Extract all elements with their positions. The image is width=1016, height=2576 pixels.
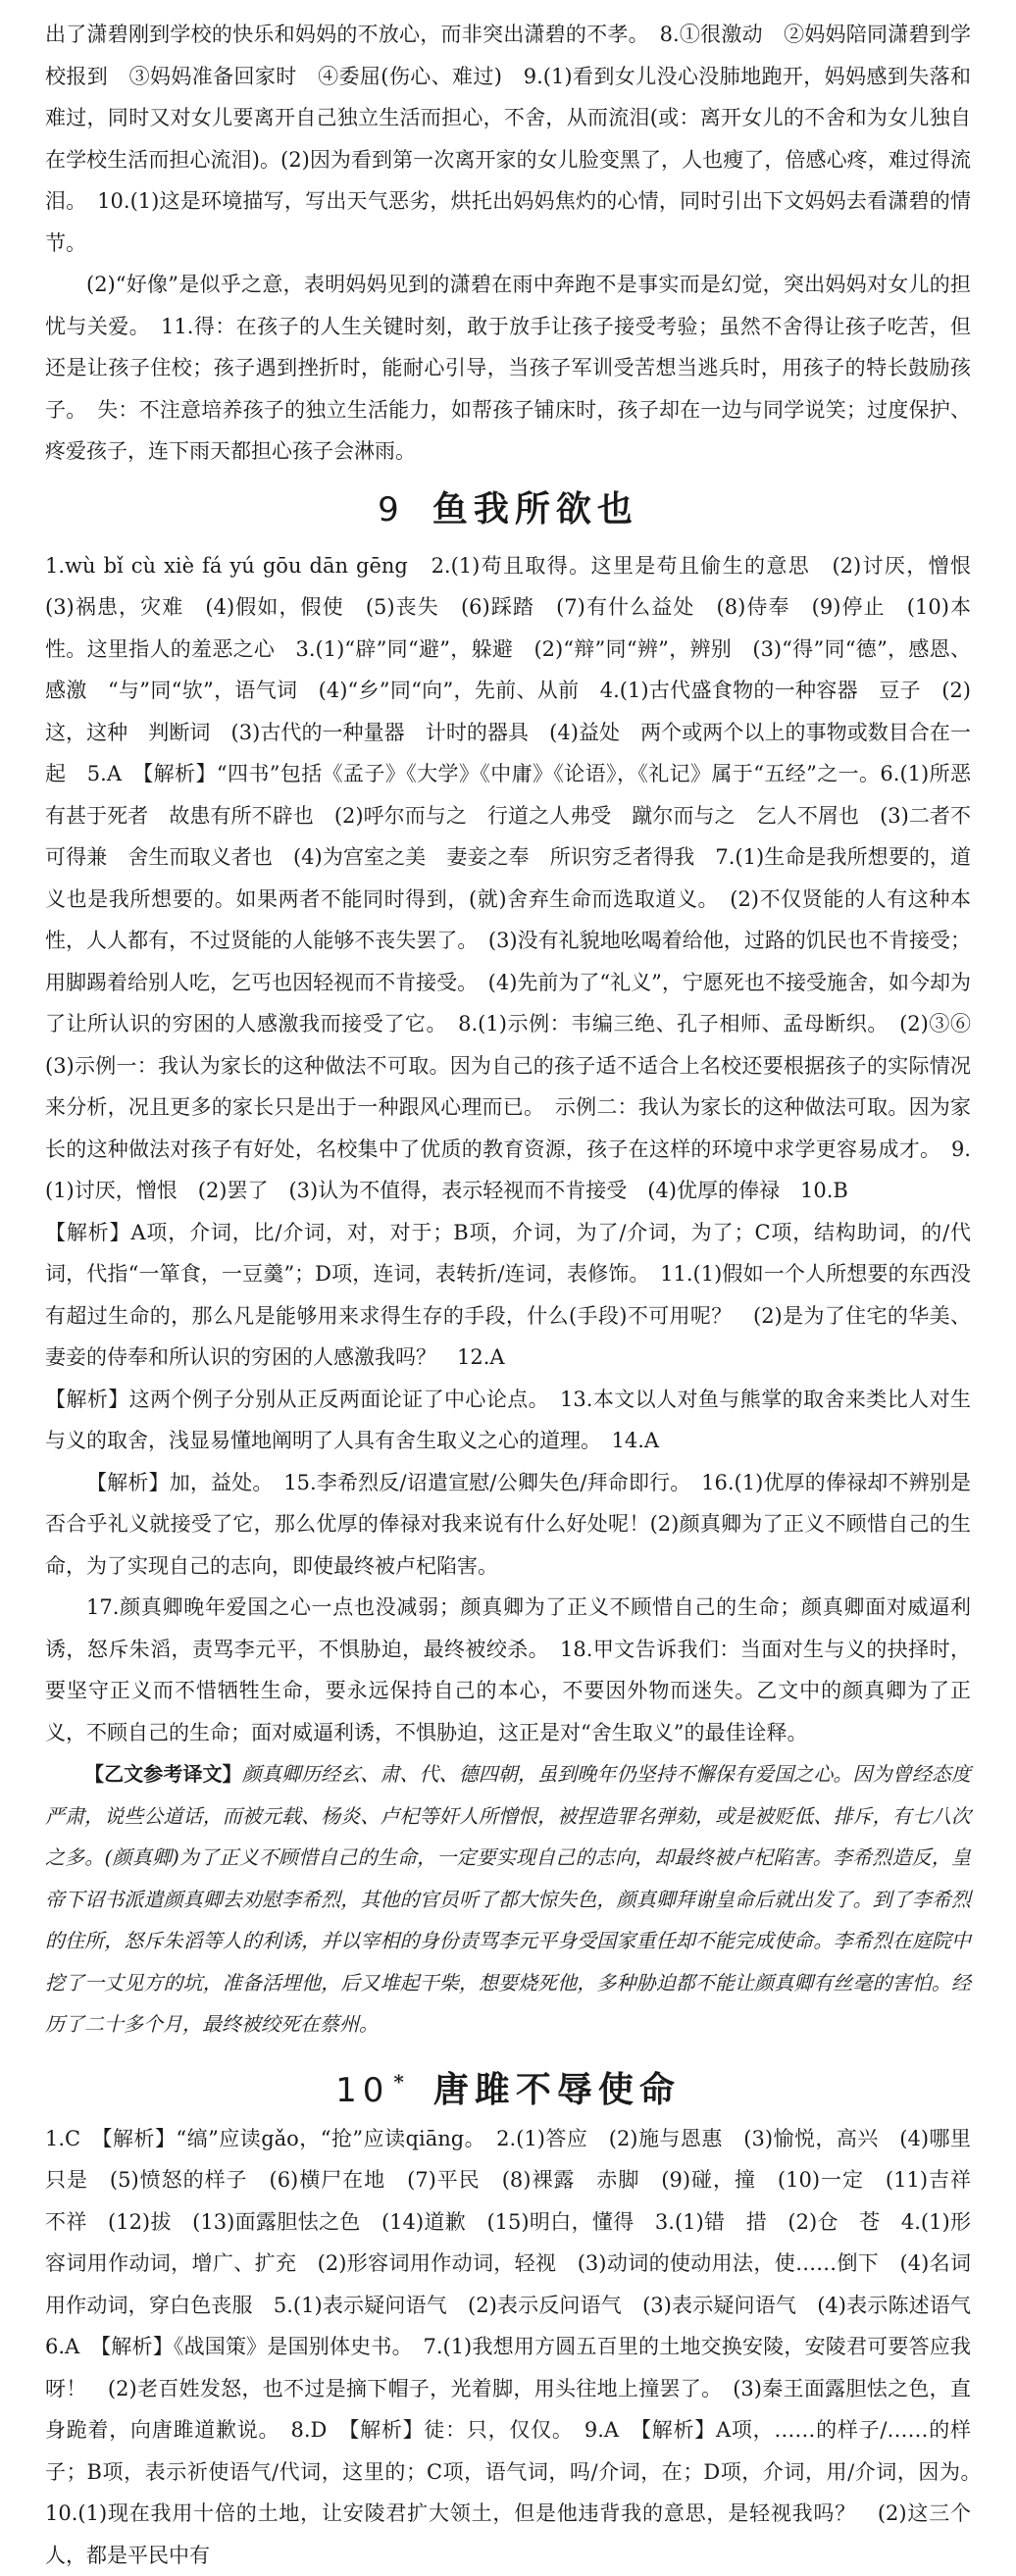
translation-text: 颜真卿历经玄、肃、代、德四朝，虽到晚年仍坚持不懈保有爱国之心。因为曾经态度严肃，说些公道话，而被元载、杨炎、卢杞等奸人所憎恨，被捏造罪名弹劾，或是被贬低、排斥，有七八次之多。(颜真卿)为了正义不顾惜自己的生命，一定要实现自己的志向，却最终被卢杞陷害。李希烈造反，皇帝下诏书派遣颜真卿去劝慰李希烈，其他的官员听了都大惊失色，颜真卿拜谢皇命后就出发了。到了李希烈的住所，怒斥朱滔等人的利诱，并以宰相的身份责骂李元平身受国家重任却不能完成使命。李希烈在庭院中挖了一丈见方的坑，准备活埋他，后又堆起干柴，想要烧死他，多种胁迫都不能让颜真卿有丝毫的害怕。经历了二十多个月，最终被绞死在蔡州。 [45,1762,971,2036]
lesson9-paragraph-3: 【解析】这两个例子分别从正反两面论证了中心论点。 13.本文以人对鱼与熊掌的取舍来类比人对生与义的取舍，浅显易懂地阐明了人具有舍生取义之心的道理。 14.A [45,1379,971,1462]
translation-tag: 【乙文参考译文】 [84,1762,242,1786]
lesson9-number: 9 [378,490,405,530]
lesson9-paragraph-5: 17.颜真卿晚年爱国之心一点也没减弱；颜真卿为了正义不顾惜自己的生命；颜真卿面对威逼利诱，怒斥朱滔，责骂李元平，不惧胁迫，最终被绞杀。 18.甲文告诉我们：当面对生与义的抉择时，要坚守正义而不惜牺牲生命，要永远保持自己的本心，不要因外物而迷失。乙文中的颜真卿为了正义，不顾自己的生命；面对威逼利诱，不惧胁迫，这正是对“舍生取义”的最佳诠释。 [45,1587,971,1753]
lesson10-number: 10 [335,2071,389,2110]
lesson9-translation [45,1753,971,2046]
top-paragraph-1: 出了潇碧刚到学校的快乐和妈妈的不放心，而非突出潇碧的不孝。 8.①很激动 ②妈妈陪同潇碧到学校报到 ③妈妈准备回家时 ④委屈(伤心、难过) 9.(1)看到女儿没心没肺地跑开，妈妈感到失落和难过，同时又对女儿要离开自己独立生活而担心，不舍，从而流泪(或：离开女儿的不舍和为女儿独自在学校生活而担心流泪)。(2)因为看到第一次离开家的女儿脸变黑了，人也瘦了，倍感心疼，难过得流泪。 10.(1)这是环境描写，写出天气恶劣，烘托出妈妈焦灼的心情，同时引出下文妈妈去看潇碧的情节。 [45,14,971,264]
lesson9-title: 鱼我所欲也 [432,488,638,530]
lesson9-paragraph-1: 1.wù bǐ cù xiè fá yú gōu dān gēng 2.(1)苟且取得。这里是苟且偷生的意思 (2)讨厌，憎恨 (3)祸患，灾难 (4)假如，假使 (5)丧失 (6)踩踏 (7)有什么益处 (8)侍奉 (9)停止 (10)本性。这里指人的羞恶之心 3.(1)“辟”同“避”，躲避 (2)“辩”同“辨”，辨别 (3)“得”同“德”，感恩、感激 “与”同“欤”，语气词 (4)“乡”同“向”，先前、从前 4.(1)古代盛食物的一种容器 豆子 (2)这，这种 判断词 (3)古代的一种量器 计时的器具 (4)益处 两个或两个以上的事物或数目合在一起 5.A 【解析】“四书”包括《孟子》《大学》《中庸》《论语》，《礼记》属于“五经”之一。6.(1)所恶有甚于死者 故患有所不辟也 (2)呼尔而与之 行道之人弗受 蹴尔而与之 乞人不屑也 (3)二者不可得兼 舍生而取义者也 (4)为宫室之美 妻妾之奉 所识穷乏者得我 7.(1)生命是我所想要的，道义也是我所想要的。如果两者不能同时得到，(就)舍弃生命而选取道义。 (2)不仅贤能的人有这种本性，人人都有，不过贤能的人能够不丧失罢了。 (3)没有礼貌地吆喝着给他，过路的饥民也不肯接受；用脚踢着给别人吃，乞丐也因轻视而不肯接受。 (4)先前为了“礼义”，宁愿死也不接受施舍，如今却为了让所认识的穷困的人感激我而接受了它。 8.(1)示例：韦编三绝、孔子相师、孟母断织。 (2)③⑥ (3)示例一：我认为家长的这种做法不可取。因为自己的孩子适不适合上名校还要根据孩子的实际情况来分析，况且更多的家长只是出于一种跟风心理而已。 示例二：我认为家长的这种做法可取。因为家长的这种做法对孩子有好处，名校集中了优质的教育资源，孩子在这样的环境中求学更容易成才。 9.(1)讨厌，憎恨 (2)罢了 (3)认为不值得，表示轻视而不肯接受 (4)优厚的俸禄 10.B [45,545,971,1212]
lesson9-paragraph-2: 【解析】A项，介词，比/介词，对，对于；B项，介词，为了/介词，为了；C项，结构助词，的/代词，代指“一箪食，一豆羹”；D项，连词，表转折/连词，表修饰。 11.(1)假如一个人所想要的东西没有超过生命的，那么凡是能够用来求得生存的手段，什么(手段)不可用呢？ (2)是为了住宅的华美、妻妾的侍奉和所认识的穷困的人感激我吗？ 12.A [45,1212,971,1379]
lesson10-title: 唐雎不辱使命 [433,2069,681,2110]
lesson10-heading [45,2046,971,2118]
lesson9-paragraph-4: 【解析】加，益处。 15.李希烈反/诏遣宣慰/公卿失色/拜命即行。 16.(1)优厚的俸禄却不辨别是否合乎礼义就接受了它，那么优厚的俸禄对我来说有什么好处呢！(2)颜真卿为了正义不顾惜自己的生命，为了实现自己的志向，即使最终被卢杞陷害。 [45,1462,971,1588]
lesson10-star: * [393,2070,409,2094]
top-paragraph-2: (2)“好像”是似乎之意，表明妈妈见到的潇碧在雨中奔跑不是事实而是幻觉，突出妈妈对女儿的担忧与关爱。 11.得：在孩子的人生关键时刻，敢于放手让孩子接受考验；虽然不舍得让孩子吃苦，但还是让孩子住校；孩子遇到挫折时，能耐心引导，当孩子军训受苦想当逃兵时，用孩子的特长鼓励孩子。 失：不注意培养孩子的独立生活能力，如帮孩子铺床时，孩子却在一边与同学说笑；过度保护、疼爱孩子，连下雨天都担心孩子会淋雨。 [45,264,971,473]
lesson9-heading [45,473,971,545]
lesson10-paragraph-1: 1.C 【解析】“缟”应读gǎo，“抢”应读qiāng。 2.(1)答应 (2)施与恩惠 (3)愉悦，高兴 (4)哪里只是 (5)愤怒的样子 (6)横尸在地 (7)平民 (8)裸露 赤脚 (9)碰，撞 (10)一定 (11)吉祥 不祥 (12)拔 (13)面露胆怯之色 (14)道歉 (15)明白，懂得 3.(1)错 措 (2)仓 苍 4.(1)形容词用作动词，增广、扩充 (2)形容词用作动词，轻视 (3)动词的使动用法，使……倒下 (4)名词用作动词，穿白色丧服 5.(1)表示疑问语气 (2)表示反问语气 (3)表示疑问语气 (4)表示陈述语气 6.A 【解析】《战国策》是国别体史书。 7.(1)我想用方圆五百里的土地交换安陵，安陵君可要答应我呀！ (2)老百姓发怒，也不过是摘下帽子，光着脚，用头往地上撞罢了。 (3)秦王面露胆怯之色，直身跪着，向唐雎道歉说。 8.D 【解析】徒：只，仅仅。 9.A 【解析】A项，……的样子/……的样子；B项，表示祈使语气/代词，这里的；C项，语气词，吗/介词，在；D项，介词，用/介词，因为。 10.(1)现在我用十倍的土地，让安陵君扩大领土，但是他违背我的意思，是轻视我吗？ (2)这三个人，都是平民中有 [45,2118,971,2576]
